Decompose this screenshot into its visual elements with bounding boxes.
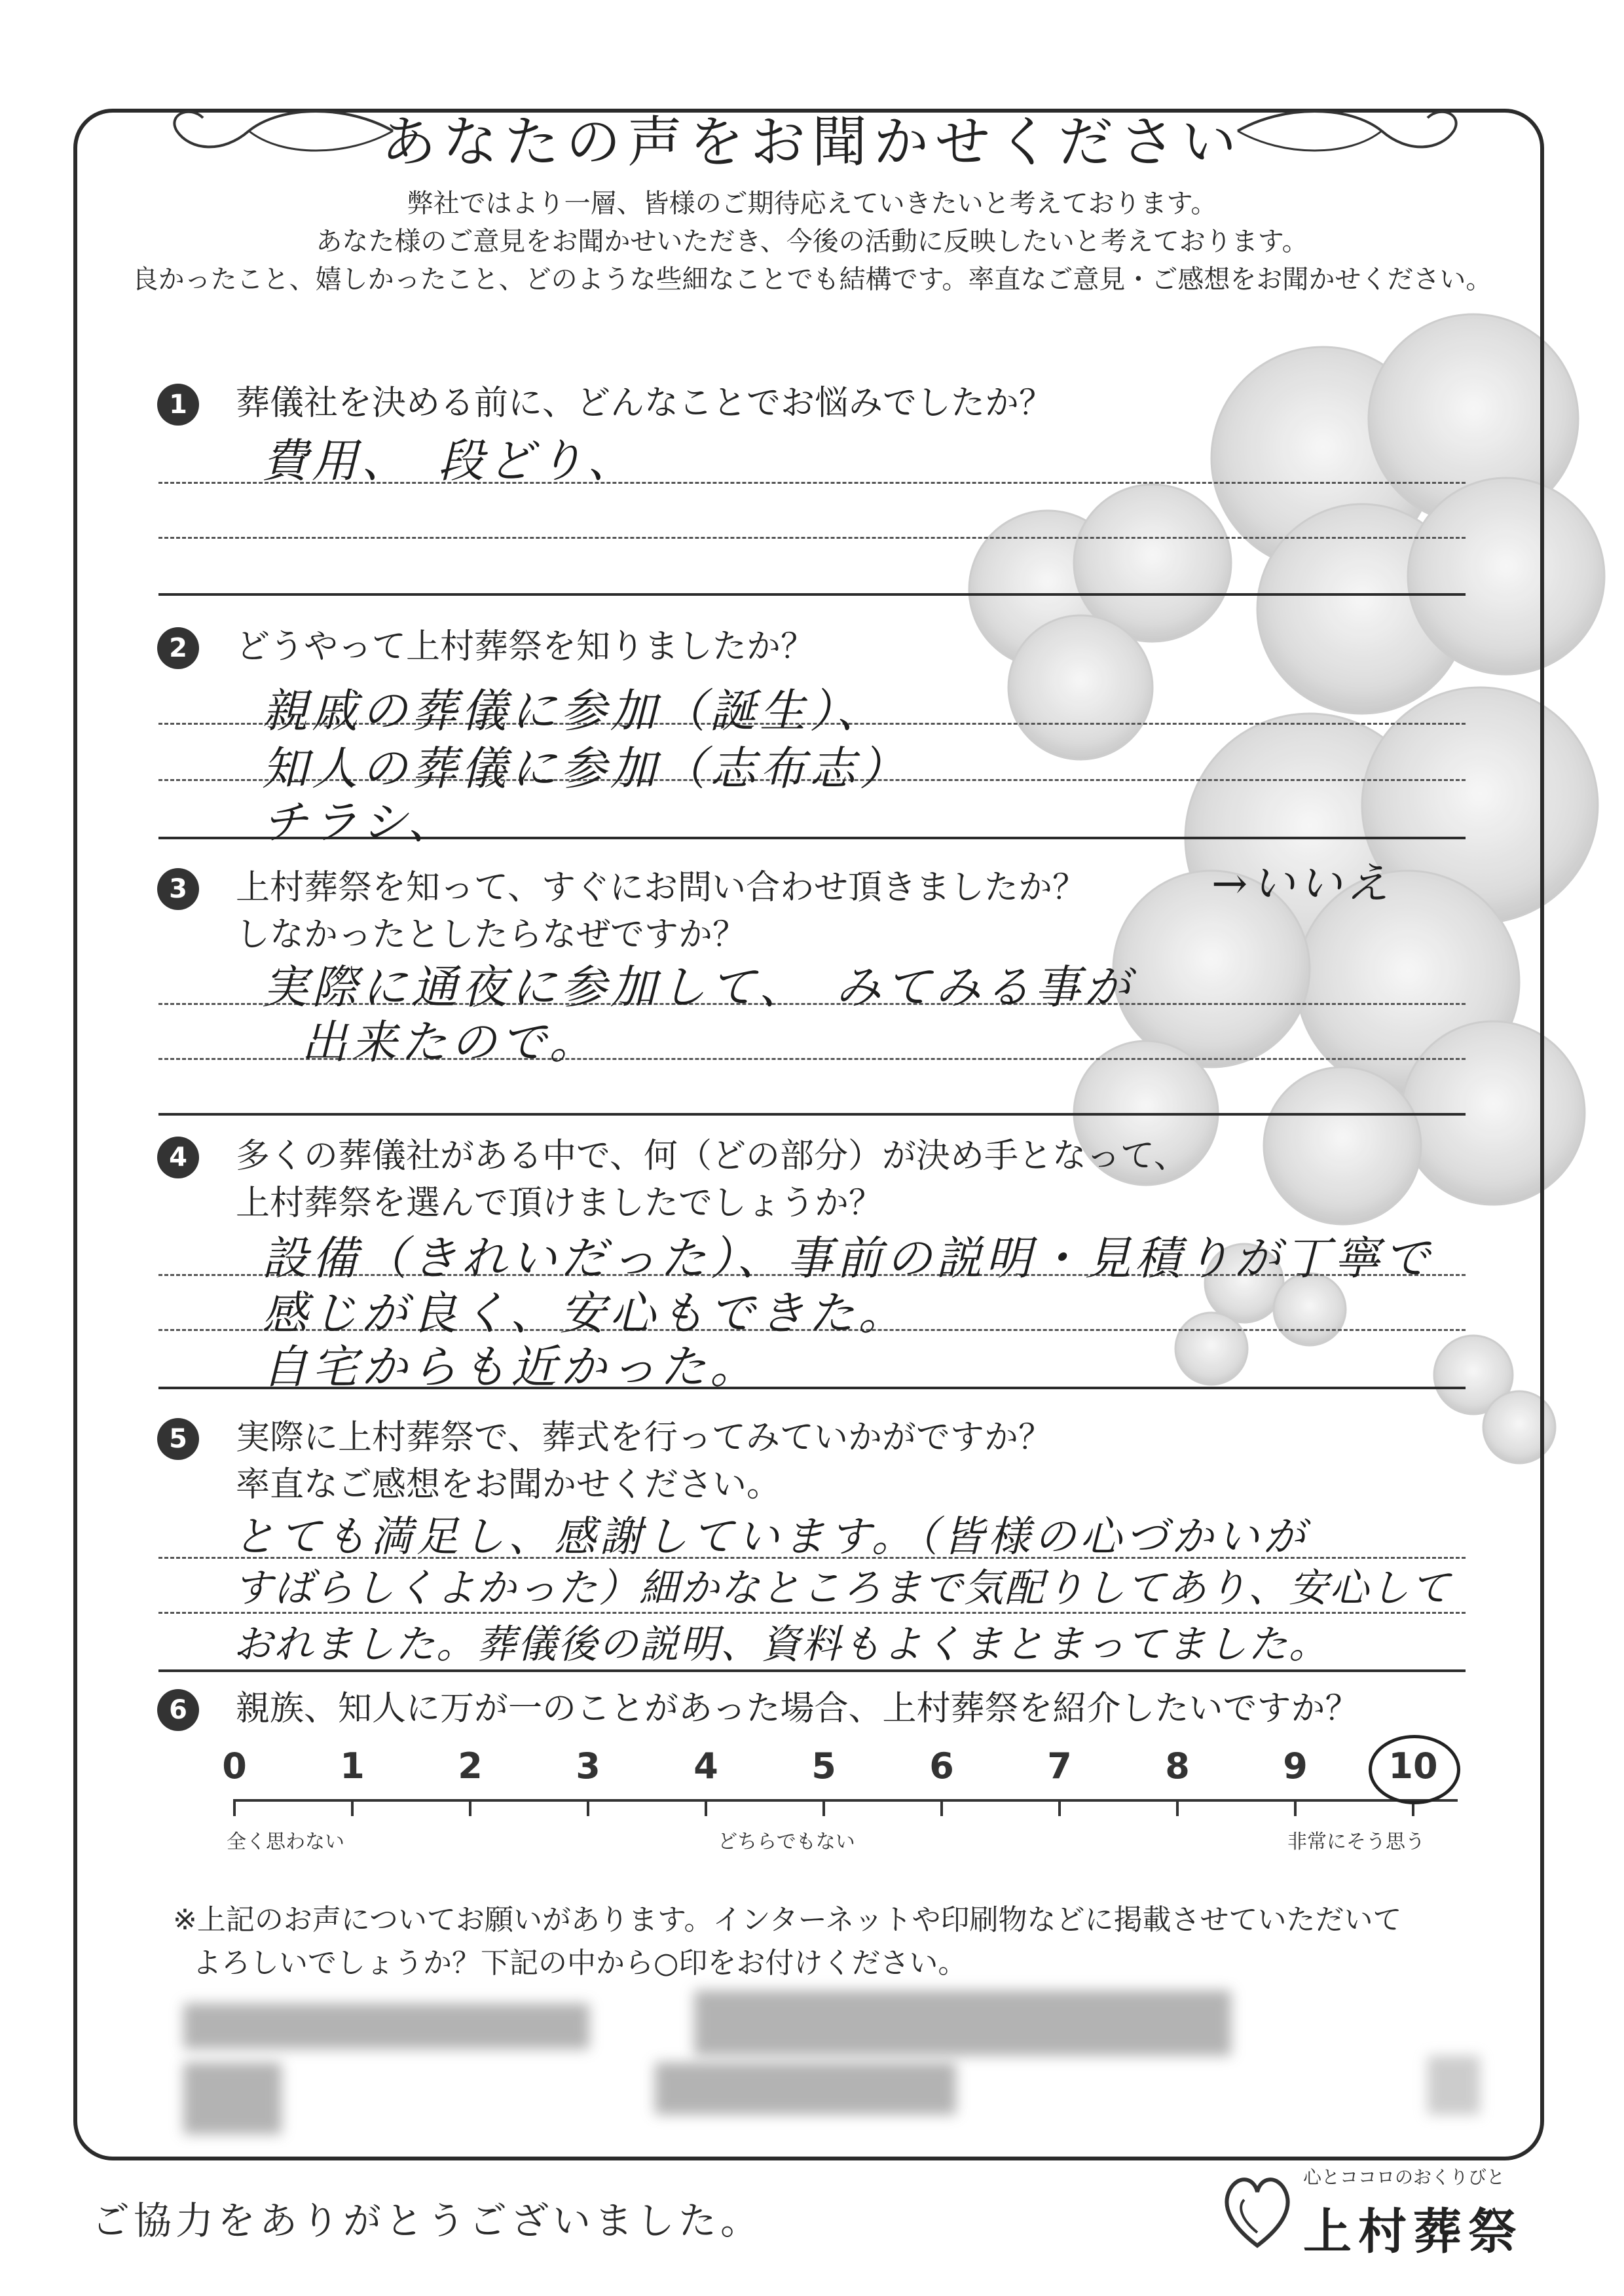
scale-number-8[interactable]: 8 [1165,1745,1190,1787]
answer-3-line-1: 実際に通夜に参加して、 みてみる事が [262,960,1134,1014]
question-number: 2 [157,627,199,669]
intro-text: 弊社ではより一層、皆様のご期待応えていきたいと考えております。 あなた様のご意見をお聞かせいただき、今後の活動に反映したいと考えております。 良かったこと、嬉しかったこと、どのような些細なことでも結構です。率直なご意見・ご感想をお聞かせください。 [132,189,1492,295]
scale-tick [1176,1799,1179,1816]
question-text: 葬儀社を決める前に、どんなことでお悩みでしたか？ [236,384,1054,423]
brand-name: 上村葬祭 [1303,2204,1523,2260]
question-text: 多くの葬儀社がある中で、何（どの部分）が決め手となって、 上村葬祭を選んで頂けましたでしょうか？ [236,1137,1188,1223]
scale-number-9[interactable]: 9 [1283,1745,1308,1787]
answer-5-line-1: とても満足し、感謝しています。（皆様の心づかいが [233,1513,1309,1561]
scale-label-low: 全く思わない [227,1831,344,1853]
scale-number-5[interactable]: 5 [811,1745,836,1787]
scale-axis [233,1799,1458,1802]
scale-number-1[interactable]: 1 [340,1745,365,1787]
answer-2-line-1: 親戚の葬儀に参加（誕生）、 [262,684,886,738]
brand-tagline: 心とココロのおくりびと [1303,2166,1505,2188]
thank-you-text: ご協力をありがとうございました。 [92,2198,763,2243]
question-number: 4 [157,1137,199,1178]
answer-2-line-2: 知人の葬儀に参加（志布志） [262,742,909,795]
scale-number-2[interactable]: 2 [458,1745,483,1787]
question-text: どうやって上村葬祭を知りましたか？ [236,627,815,666]
answer-3-line-2: 出来たので。 [301,1015,599,1069]
answer-1: 費用、 段どり、 [262,434,637,488]
section-divider [158,593,1466,596]
scale-number-3[interactable]: 3 [576,1745,600,1787]
answer-4-line-1: 設備（きれいだった）、事前の説明・見積りが丁寧で [262,1231,1433,1285]
answer-4-line-2: 感じが良く、安心もできた。 [262,1286,908,1340]
answer-2-line-3: チラシ、 [262,795,458,849]
scale-tick [822,1799,825,1816]
selected-rating-circle [1369,1735,1460,1804]
publication-note: ※上記のお声についてお願いがあります。インターネットや印刷物などに掲載させていただいて よろしいでしょうか？下記の中から○印をお付けください。 [173,1903,1402,1980]
scale-number-10[interactable]: 10 [1388,1745,1438,1787]
question-text: 上村葬祭を知って、すぐにお問い合わせ頂きましたか？ しなかったとしたらなぜですか？ [236,868,1086,955]
scale-tick [469,1799,471,1816]
scale-number-6[interactable]: 6 [929,1745,954,1787]
page-title: あなたの声をお聞かせください [380,110,1243,174]
scale-number-0[interactable]: 0 [222,1745,247,1787]
heart-logo-icon [1218,2160,1297,2259]
scale-tick [351,1799,354,1816]
question-number: 6 [157,1689,199,1731]
scale-tick [587,1799,589,1816]
question-text: 実際に上村葬祭で、葬式を行ってみていかがですか？ 率直なご感想をお聞かせください。 [236,1418,1052,1504]
scale-tick [1294,1799,1297,1816]
redacted-area [694,1990,1231,2056]
section-divider [158,1113,1466,1116]
scale-tick [940,1799,943,1816]
answer-5-line-3: おれました。葬儀後の説明、資料もよくまとまってました。 [233,1622,1329,1667]
scale-label-high: 非常にそう思う [1287,1831,1425,1853]
question-number: 3 [157,868,199,910]
redacted-area [655,2062,956,2115]
redacted-area [1428,2056,1480,2115]
scale-number-7[interactable]: 7 [1047,1745,1072,1787]
question-number: 1 [157,384,199,426]
scale-tick [705,1799,707,1816]
answer-line [158,537,1466,539]
rating-scale [223,1728,1480,1859]
question-number: 5 [157,1418,199,1460]
scale-number-4[interactable]: 4 [693,1745,718,1787]
section-divider [158,1669,1466,1672]
scale-tick [233,1799,236,1816]
brand-logo [1218,2160,1523,2265]
answer-4-line-3: 自宅からも近かった。 [262,1340,760,1394]
scale-tick [1058,1799,1061,1816]
answer-3-inline: →いいえ [1211,858,1393,909]
scale-label-mid: どちらでもない [718,1831,855,1853]
redacted-area [183,2003,589,2049]
answer-5-line-2: すばらしくよかった）細かなところまで気配りしてあり、安心して [233,1565,1451,1611]
question-text: 親族、知人に万が一のことがあった場合、上村葬祭を紹介したいですか？ [236,1689,1359,1728]
redacted-area [183,2062,282,2134]
